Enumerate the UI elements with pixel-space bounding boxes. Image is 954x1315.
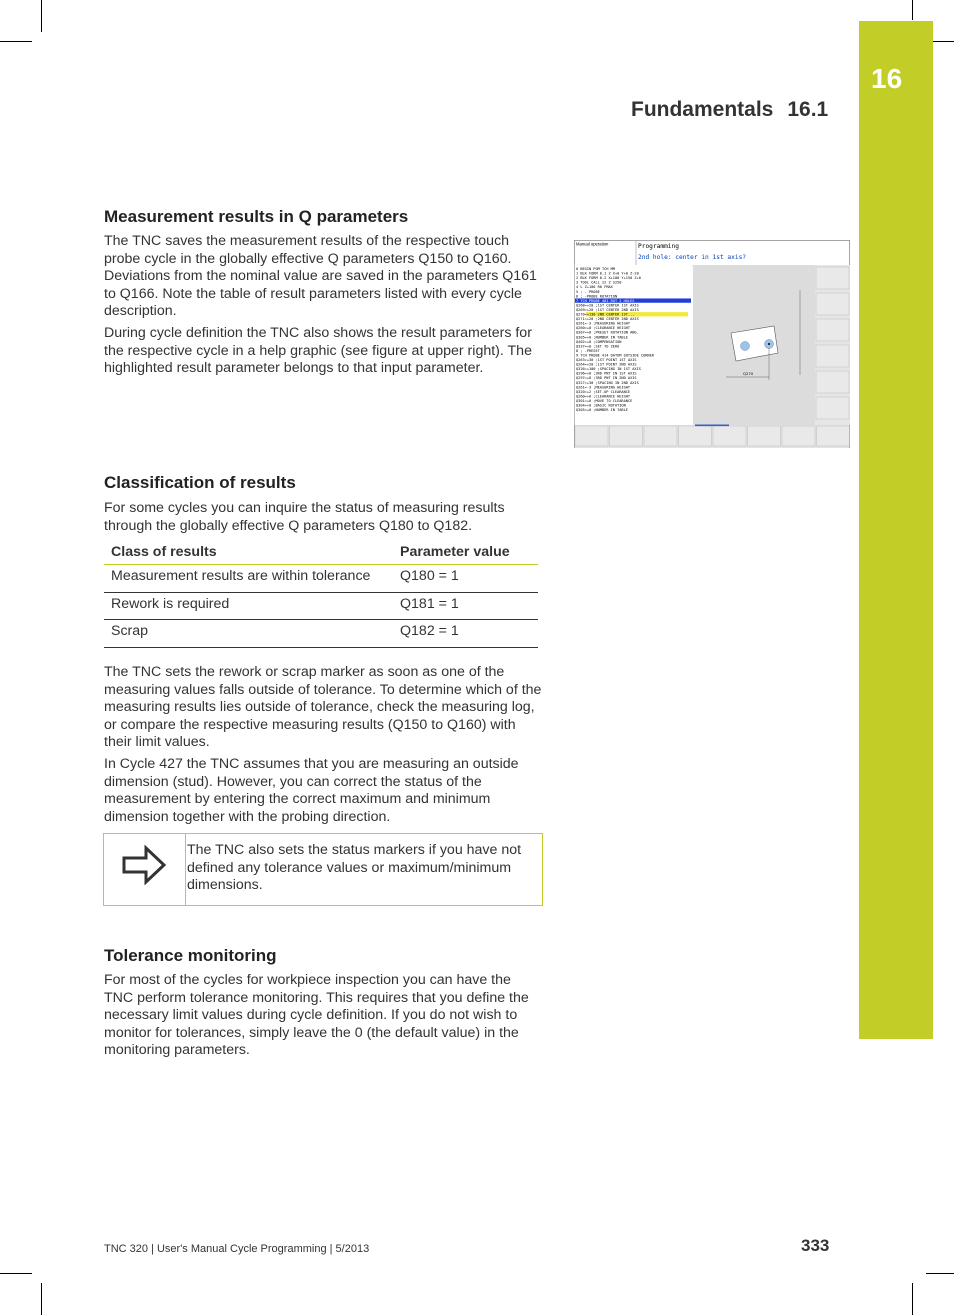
note-box xyxy=(103,833,543,906)
table-row xyxy=(104,565,538,593)
paragraph: For most of the cycles for workpiece inspection you can have the TNC perform tolerance monitoring. This requires that you define the necessary limit values during cycle definition. If you do not wish to monitor for tolerances, simply leave the 0 (the default value) in the monitoring parameters. xyxy=(104,972,529,1059)
table-cell: Rework is required xyxy=(104,592,393,620)
program-line: Q271=+20 ;2ND CENTER 2ND AXIS xyxy=(576,317,639,322)
crop-mark xyxy=(926,1273,954,1274)
crop-mark xyxy=(0,41,32,42)
screen-prompt: 2nd hole: center in 1st axis? xyxy=(638,254,747,261)
arrow-right-icon xyxy=(121,845,169,885)
footer-text: TNC 320 | User's Manual Cycle Programming | 5/2013 xyxy=(104,1243,370,1255)
tnc-screenshot xyxy=(574,240,850,448)
table-header-row xyxy=(104,540,538,565)
program-line: Q270=+130 2ND CENTER 1ST... xyxy=(576,312,635,317)
crop-mark xyxy=(912,0,913,20)
program-line: Q326=+100 ;SPACING IN 1ST AXIS xyxy=(576,367,641,372)
program-line: 9 TCH PROBE 414 DATUM OUTSIDE CORNER xyxy=(576,353,654,358)
heading-classification: Classification of results xyxy=(104,473,296,492)
note-icon-cell xyxy=(104,834,186,905)
table-cell: Scrap xyxy=(104,620,393,648)
chapter-number: 16 xyxy=(871,63,903,94)
program-line: Q269=+20 ;1ST CENTER 2ND AXIS xyxy=(576,307,639,312)
table-cell: Q181 = 1 xyxy=(393,592,538,620)
program-line: 5 ; - PROBE xyxy=(576,289,600,294)
page-number: 333 xyxy=(801,1236,830,1255)
program-line: Q327=+30 ;SPACING IN 2ND AXIS xyxy=(576,380,639,385)
table-row xyxy=(104,592,538,620)
program-line: Q296=+0 ;3RD PNT IN 1ST AXIS xyxy=(576,371,637,376)
program-line: Q260=+0 ;CLEARANCE HEIGHT xyxy=(576,326,631,331)
paragraph: The TNC sets the rework or scrap marker as soon as one of the measuring values falls outside of tolerance. To determine which of the measuring results lies outside of tolerance, check the measuring log, or compare the respective measuring results (Q150 to Q160) with their limit values. xyxy=(104,664,542,751)
table-cell: Q182 = 1 xyxy=(393,620,538,648)
paragraph: In Cycle 427 the TNC assumes that you are measuring an outside dimension (stud). However, you can correct the status of the measurement by entering the correct maximum and minimum dimension together with the probing direction. xyxy=(104,756,519,825)
paragraph: The TNC saves the measurement results of the respective touch probe cycle in the globally effective Q parameters Q150 to Q160. Deviations from the nominal value are saved in the parameters Q161 to Q166. Note the table of result parameters listed with every cycle description. xyxy=(104,233,537,320)
program-line: 4 L Z+100 R0 FMAX xyxy=(576,285,613,290)
crop-mark xyxy=(41,0,42,32)
program-line: 2 BLK FORM 0.2 X+100 Y+150 Z+0 xyxy=(576,276,641,281)
heading-tolerance-monitoring: Tolerance monitoring xyxy=(104,946,277,965)
program-line: Q337=+0 ;SET TO ZERO xyxy=(576,344,620,349)
table-row xyxy=(104,620,538,648)
paragraph: For some cycles you can inquire the status of measuring results through the globally effective Q parameters Q180 to Q182. xyxy=(104,500,505,534)
program-line: Q264=+20 ;1ST POINT 2ND AXIS xyxy=(576,362,637,367)
program-line: 1 BLK FORM 0.1 Z X+0 Y+0 Z-20 xyxy=(576,271,639,276)
hole-1 xyxy=(741,342,750,351)
table-header-cell: Parameter value xyxy=(393,540,538,565)
screen-title: Programming xyxy=(638,243,679,250)
header-section: 16.1 xyxy=(787,98,829,121)
program-line: Q261=-3 ;MEASURING HEIGHT xyxy=(576,321,631,326)
table-cell: Q180 = 1 xyxy=(393,565,538,593)
program-line: 7 TCH PROBE 401 ROT 2 HOLES xyxy=(576,298,635,303)
program-line: 8 ; -PRESET xyxy=(576,348,600,353)
program-line: 0 BEGIN PGM TCH MM xyxy=(576,267,615,271)
program-line: Q320=+2 ;SET-UP CLEARANCE xyxy=(576,389,631,394)
screen-mode-label: Manual operation xyxy=(576,241,609,247)
program-line: Q268=+20 ;1ST CENTER 1ST AXIS xyxy=(576,303,639,308)
program-line: Q263=+30 ;1ST POINT 1ST AXIS xyxy=(576,358,637,362)
program-line: Q402=+0 ;COMPENSATION xyxy=(576,339,622,344)
note-text: The TNC also sets the status markers if you have not defined any tolerance values or maximum/minimum dimensions. xyxy=(187,842,522,894)
header-title: Fundamentals xyxy=(631,98,774,121)
program-line: 6 ; -PROBE ROTATION xyxy=(576,294,618,299)
program-line: Q260=+0 ;CLEARANCE HEIGHT xyxy=(576,394,631,399)
program-line: Q307=+0 ;PRESET ROTATION ANG. xyxy=(576,330,639,335)
crop-mark xyxy=(0,1273,32,1274)
program-line: Q301=+0 ;MOVE TO CLEARANCE xyxy=(576,398,633,403)
crop-mark xyxy=(912,1283,913,1315)
crop-mark xyxy=(41,1283,42,1315)
program-line: Q305=+0 ;NUMBER IN TABLE xyxy=(576,408,628,413)
table-header-cell: Class of results xyxy=(104,540,393,565)
table-cell: Measurement results are within tolerance xyxy=(104,565,393,593)
dimension-label: Q270 xyxy=(743,371,754,376)
program-line: Q297=+0 ;3RD PNT IN 2ND AXIS xyxy=(576,376,637,381)
program-line: Q305=+0 ;NUMBER IN TABLE xyxy=(576,335,628,340)
running-header xyxy=(631,98,828,122)
heading-measurement-results: Measurement results in Q parameters xyxy=(104,207,409,226)
program-line: Q261=-3 ;MEASURING HEIGHT xyxy=(576,385,631,390)
paragraph: During cycle definition the TNC also shows the result parameters for the respective cycle in a help graphic (see figure at upper right). The highlighted result parameter belongs to that input parameter. xyxy=(104,325,532,377)
program-line: 3 TOOL CALL 22 Z S250 xyxy=(576,280,622,285)
chapter-tab xyxy=(859,21,933,1039)
results-table xyxy=(104,540,538,648)
program-line: Q304=+0 ;BASIC ROTATION xyxy=(576,403,626,408)
